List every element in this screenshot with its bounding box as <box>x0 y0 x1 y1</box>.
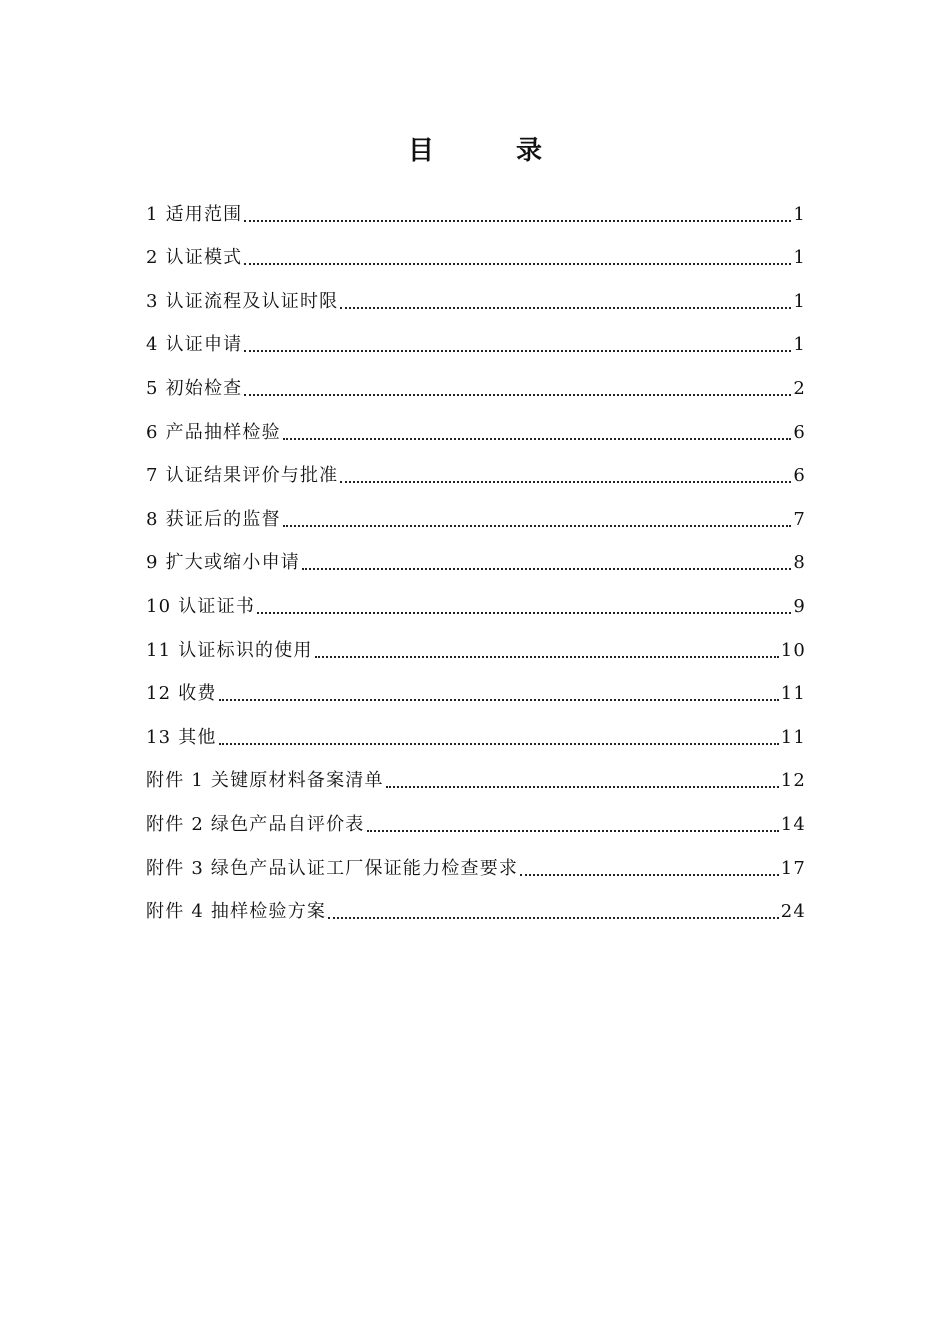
dot-leader <box>219 723 779 753</box>
toc-entry-page: 9 <box>793 595 806 617</box>
toc-entry-label: 4 认证申请 <box>146 334 243 356</box>
toc-entry-page: 1 <box>793 334 806 356</box>
toc-entry[interactable] <box>146 666 806 710</box>
toc-entry[interactable] <box>146 753 806 797</box>
toc-entry-page: 8 <box>793 552 806 574</box>
toc-entry-page: 12 <box>780 770 806 792</box>
toc-entry-page: 7 <box>793 508 806 530</box>
toc-entry-label: 6 产品抽样检验 <box>146 421 281 443</box>
toc-entry-label: 12 收费 <box>146 683 217 705</box>
toc-entry-page: 1 <box>793 290 806 312</box>
dot-leader <box>340 287 791 317</box>
toc-entry-page: 6 <box>793 465 806 487</box>
dot-leader <box>315 636 779 666</box>
toc-entry[interactable] <box>146 273 806 317</box>
dot-leader <box>219 679 779 709</box>
toc-entry-label: 5 初始检查 <box>146 377 243 399</box>
toc-entry-label: 10 认证证书 <box>146 595 256 617</box>
toc-entry-page: 1 <box>793 247 806 269</box>
table-of-contents <box>146 186 806 927</box>
toc-entry-label: 13 其他 <box>146 726 217 748</box>
toc-entry-page: 6 <box>793 421 806 443</box>
toc-entry[interactable] <box>146 230 806 274</box>
toc-entry-label: 附件 3 绿色产品认证工厂保证能力检查要求 <box>146 857 519 879</box>
toc-entry-label: 2 认证模式 <box>146 247 243 269</box>
toc-entry-label: 11 认证标识的使用 <box>146 639 313 661</box>
toc-entry-label: 8 获证后的监督 <box>146 508 281 530</box>
toc-entry[interactable] <box>146 622 806 666</box>
toc-entry[interactable] <box>146 796 806 840</box>
dot-leader <box>283 505 792 535</box>
dot-leader <box>328 897 779 927</box>
toc-entry[interactable] <box>146 186 806 230</box>
toc-entry-page: 11 <box>780 726 806 748</box>
dot-leader <box>302 548 791 578</box>
toc-entry[interactable] <box>146 360 806 404</box>
dot-leader <box>386 766 779 796</box>
dot-leader <box>283 418 792 448</box>
toc-entry[interactable] <box>146 840 806 884</box>
toc-entry-page: 1 <box>793 203 806 225</box>
toc-entry[interactable] <box>146 535 806 579</box>
toc-title: 目 录 <box>407 136 570 166</box>
toc-entry[interactable] <box>146 317 806 361</box>
toc-entry[interactable] <box>146 448 806 492</box>
toc-entry-label: 附件 4 抽样检验方案 <box>146 901 327 923</box>
toc-entry-page: 11 <box>780 683 806 705</box>
toc-entry[interactable] <box>146 884 806 928</box>
toc-entry-page: 10 <box>780 639 806 661</box>
toc-entry-page: 2 <box>793 377 806 399</box>
toc-entry[interactable] <box>146 578 806 622</box>
dot-leader <box>367 810 779 840</box>
toc-entry-label: 1 适用范围 <box>146 203 243 225</box>
dot-leader <box>340 461 791 491</box>
toc-entry-page: 17 <box>780 857 806 879</box>
dot-leader <box>244 243 791 273</box>
dot-leader <box>244 330 791 360</box>
toc-entry-label: 7 认证结果评价与批准 <box>146 465 339 487</box>
toc-entry-label: 附件 2 绿色产品自评价表 <box>146 813 365 835</box>
toc-entry-page: 24 <box>780 901 806 923</box>
dot-leader <box>257 592 791 622</box>
dot-leader <box>244 200 791 230</box>
dot-leader <box>244 374 791 404</box>
toc-entry-label: 附件 1 关键原材料备案清单 <box>146 770 384 792</box>
toc-entry-label: 3 认证流程及认证时限 <box>146 290 339 312</box>
dot-leader <box>520 854 779 884</box>
toc-entry-label: 9 扩大或缩小申请 <box>146 552 300 574</box>
toc-entry[interactable] <box>146 709 806 753</box>
toc-entry[interactable] <box>146 404 806 448</box>
toc-entry[interactable] <box>146 491 806 535</box>
toc-entry-page: 14 <box>780 813 806 835</box>
